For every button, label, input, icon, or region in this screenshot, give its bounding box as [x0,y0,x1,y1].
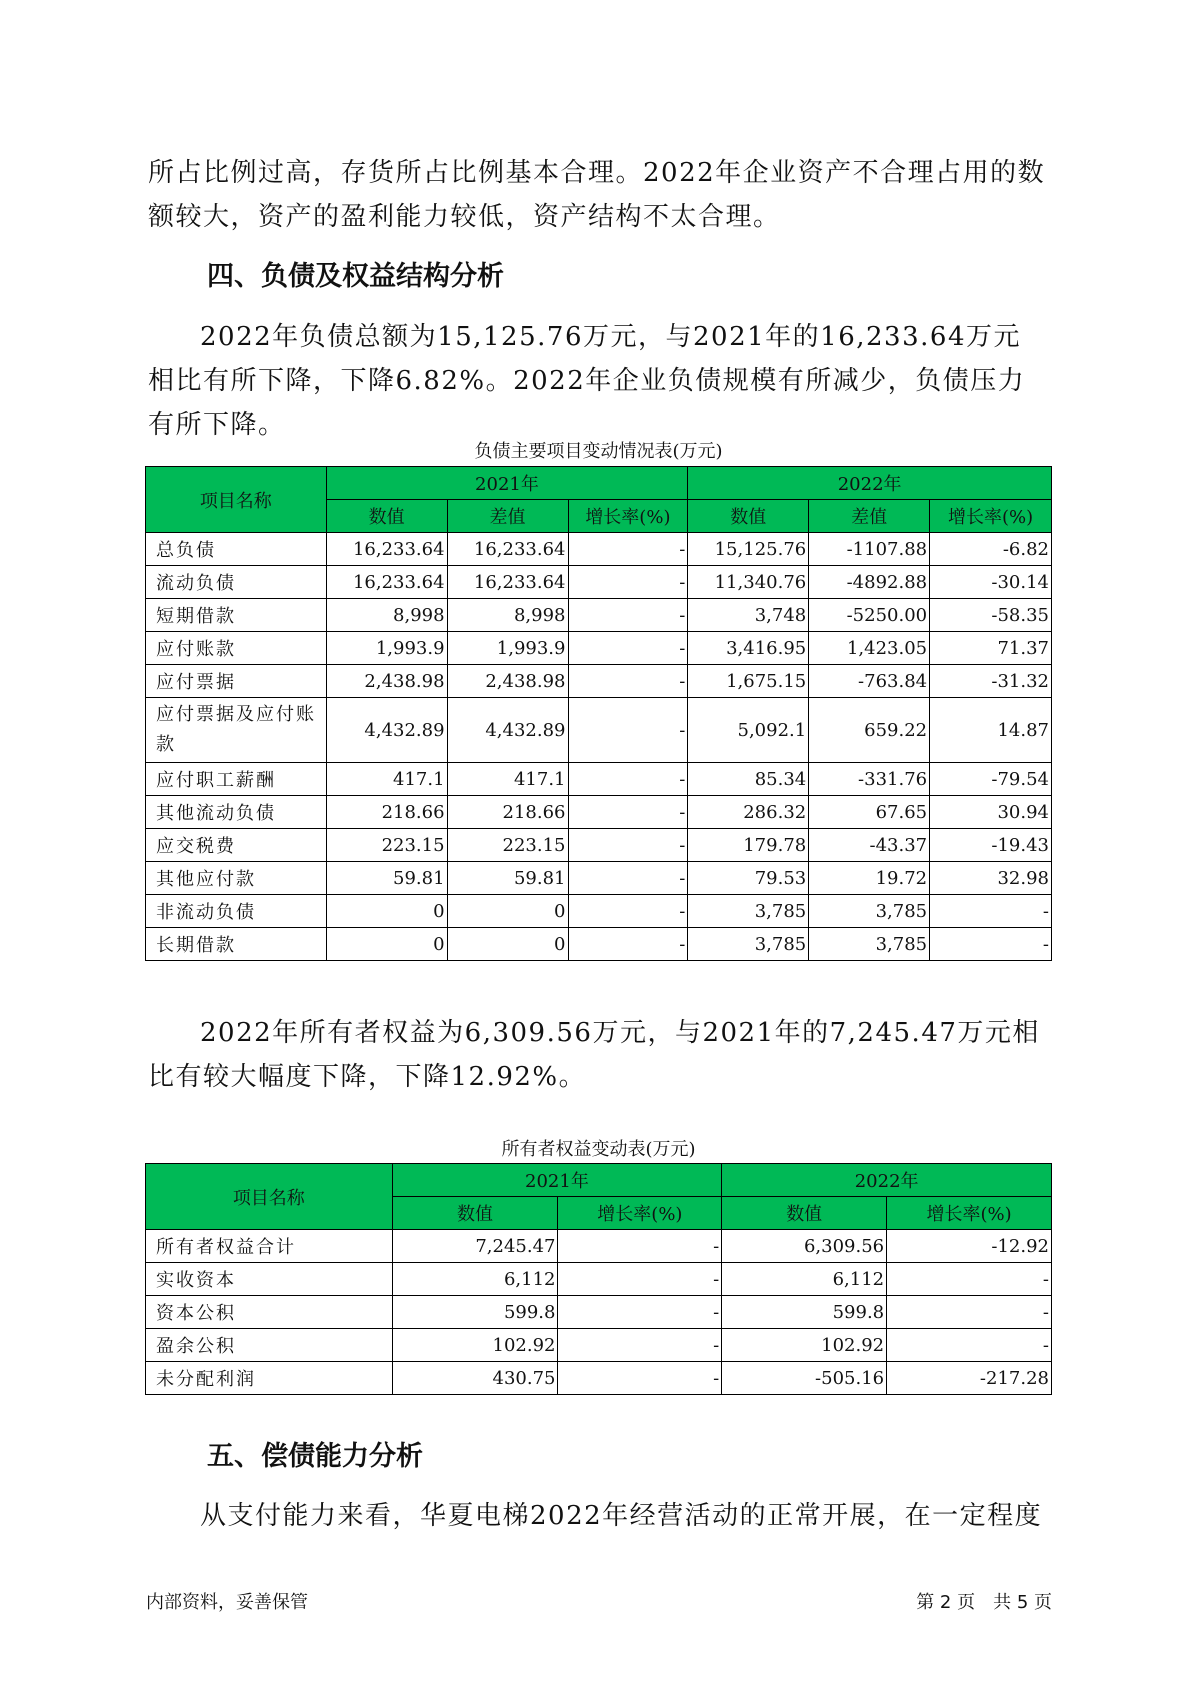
cell-value: 16,233.64 [447,533,568,566]
table-row [146,665,1052,698]
subheader: 差值 [447,500,568,533]
table-row [146,763,1052,796]
cell-value: -31.32 [930,665,1052,698]
cell-value: 6,309.56 [722,1230,887,1263]
cell-value: 223.15 [447,829,568,862]
subheader: 差值 [809,500,930,533]
subheader: 增长率(%) [558,1197,722,1230]
cell-value: -1107.88 [809,533,930,566]
cell-value: 218.66 [326,796,447,829]
cell-value: -217.28 [887,1362,1052,1395]
cell-value: - [558,1230,722,1263]
cell-value: -505.16 [722,1362,887,1395]
cell-value: -763.84 [809,665,930,698]
cell-value: 3,785 [809,895,930,928]
row-label: 应付票据 [146,665,327,698]
liabilities-table [145,466,1052,961]
cell-value: 417.1 [447,763,568,796]
cell-value: 0 [326,895,447,928]
cell-value: - [887,1263,1052,1296]
cell-value: - [558,1362,722,1395]
row-label: 所有者权益合计 [146,1230,393,1263]
header-2022: 2022年 [688,467,1052,500]
cell-value: - [558,1296,722,1329]
cell-value: 223.15 [326,829,447,862]
cell-value: 3,748 [688,599,809,632]
cell-value: 659.22 [809,698,930,763]
row-label: 盈余公积 [146,1329,393,1362]
table-row [146,698,1052,763]
cell-value: - [568,698,688,763]
cell-value: 1,993.9 [326,632,447,665]
cell-value: 59.81 [326,862,447,895]
cell-value: - [568,829,688,862]
cell-value: 0 [447,928,568,961]
table-caption: 负债主要项目变动情况表(万元) [474,441,723,462]
subheader: 数值 [688,500,809,533]
cell-value: 3,785 [809,928,930,961]
cell-value: 3,416.95 [688,632,809,665]
cell-value: -58.35 [930,599,1052,632]
cell-value: 102.92 [722,1329,887,1362]
cell-value: 79.53 [688,862,809,895]
cell-value: - [568,533,688,566]
cell-value: 14.87 [930,698,1052,763]
cell-value: 19.72 [809,862,930,895]
row-label: 实收资本 [146,1263,393,1296]
table-caption: 所有者权益变动表(万元) [501,1139,696,1160]
table-row [146,862,1052,895]
cell-value: -4892.88 [809,566,930,599]
row-label: 应交税费 [146,829,327,862]
header-2021: 2021年 [326,467,688,500]
cell-value: -30.14 [930,566,1052,599]
subheader: 增长率(%) [568,500,688,533]
row-label: 总负债 [146,533,327,566]
cell-value: 6,112 [392,1263,558,1296]
cell-value: 430.75 [392,1362,558,1395]
cell-value: - [930,895,1052,928]
text-line: 额较大，资产的盈利能力较低，资产结构不太合理。 [148,202,781,232]
intro-paragraph [148,151,1048,239]
cell-value: 59.81 [447,862,568,895]
cell-value: 599.8 [722,1296,887,1329]
cell-value: 16,233.64 [326,533,447,566]
cell-value: 4,432.89 [326,698,447,763]
cell-value: 599.8 [392,1296,558,1329]
table-row [146,895,1052,928]
row-label: 应付账款 [146,632,327,665]
cell-value: 7,245.47 [392,1230,558,1263]
cell-value: - [568,928,688,961]
cell-value: - [568,763,688,796]
header-2022: 2022年 [722,1164,1052,1197]
cell-value: - [568,895,688,928]
header-name: 项目名称 [146,1164,393,1230]
text-line: 所占比例过高，存货所占比例基本合理。2022年企业资产不合理占用的数 [148,158,1046,188]
row-label: 非流动负债 [146,895,327,928]
cell-value: 102.92 [392,1329,558,1362]
cell-value: 8,998 [447,599,568,632]
cell-value: 8,998 [326,599,447,632]
cell-value: 0 [326,928,447,961]
table-row [146,829,1052,862]
row-label: 资本公积 [146,1296,393,1329]
cell-value: 3,785 [688,928,809,961]
cell-value: 1,423.05 [809,632,930,665]
cell-value: 30.94 [930,796,1052,829]
cell-value: - [558,1263,722,1296]
cell-value: 1,993.9 [447,632,568,665]
cell-value: 0 [447,895,568,928]
table-row [146,533,1052,566]
equity-table [145,1163,1052,1395]
header-2021: 2021年 [392,1164,722,1197]
cell-value: - [930,928,1052,961]
table-row [146,1230,1052,1263]
section-heading: 四、负债及权益结构分析 [207,261,504,292]
subheader: 数值 [326,500,447,533]
cell-value: -12.92 [887,1230,1052,1263]
cell-value: -5250.00 [809,599,930,632]
table-row [146,1263,1052,1296]
cell-value: 218.66 [447,796,568,829]
cell-value: 3,785 [688,895,809,928]
equity-paragraph: 2022年所有者权益为6,309.56万元，与2021年的7,245.47万元相比有较大幅度下降，下降12.92%。 [148,1018,1040,1092]
table-row [146,928,1052,961]
cell-value: 67.65 [809,796,930,829]
row-label: 其他流动负债 [146,796,327,829]
cell-value: 417.1 [326,763,447,796]
row-label: 短期借款 [146,599,327,632]
row-label: 其他应付款 [146,862,327,895]
table-row [146,599,1052,632]
cell-value: - [568,796,688,829]
cell-value: 286.32 [688,796,809,829]
table-row [146,632,1052,665]
cell-value: 32.98 [930,862,1052,895]
cell-value: 11,340.76 [688,566,809,599]
subheader: 增长率(%) [887,1197,1052,1230]
cell-value: -6.82 [930,533,1052,566]
cell-value: 71.37 [930,632,1052,665]
cell-value: 6,112 [722,1263,887,1296]
cell-value: 179.78 [688,829,809,862]
cell-value: -19.43 [930,829,1052,862]
debt-paragraph: 2022年负债总额为15,125.76万元，与2021年的16,233.64万元相比有所下降，下降6.82%。2022年企业负债规模有所减少，负债压力有所下降。 [148,322,1026,440]
cell-value: - [887,1296,1052,1329]
cell-value: 85.34 [688,763,809,796]
cell-value: 4,432.89 [447,698,568,763]
table-row [146,1329,1052,1362]
row-label: 流动负债 [146,566,327,599]
table-row [146,566,1052,599]
cell-value: 16,233.64 [326,566,447,599]
header-name: 项目名称 [146,467,327,533]
cell-value: 2,438.98 [447,665,568,698]
subheader: 数值 [722,1197,887,1230]
cell-value: - [568,599,688,632]
cell-value: -79.54 [930,763,1052,796]
cell-value: - [568,665,688,698]
table-row [146,1362,1052,1395]
cell-value: 1,675.15 [688,665,809,698]
row-label: 长期借款 [146,928,327,961]
cell-value: - [558,1329,722,1362]
cell-value: 5,092.1 [688,698,809,763]
cell-value: - [887,1329,1052,1362]
cell-value: 15,125.76 [688,533,809,566]
cell-value: -331.76 [809,763,930,796]
footer-note: 内部资料，妥善保管 [146,1592,308,1613]
row-label: 应付票据及应付账款 [146,698,327,763]
table-row [146,796,1052,829]
subheader: 数值 [392,1197,558,1230]
cell-value: 2,438.98 [326,665,447,698]
cell-value: -43.37 [809,829,930,862]
subheader: 增长率(%) [930,500,1052,533]
cell-value: - [568,632,688,665]
page-number: 第 2 页 共 5 页 [916,1592,1052,1613]
row-label: 应付职工薪酬 [146,763,327,796]
table-row [146,1296,1052,1329]
solvency-paragraph: 从支付能力来看，华夏电梯2022年经营活动的正常开展，在一定程度 [200,1501,1043,1531]
section-heading: 五、偿债能力分析 [207,1441,423,1472]
row-label: 未分配利润 [146,1362,393,1395]
cell-value: 16,233.64 [447,566,568,599]
cell-value: - [568,566,688,599]
cell-value: - [568,862,688,895]
